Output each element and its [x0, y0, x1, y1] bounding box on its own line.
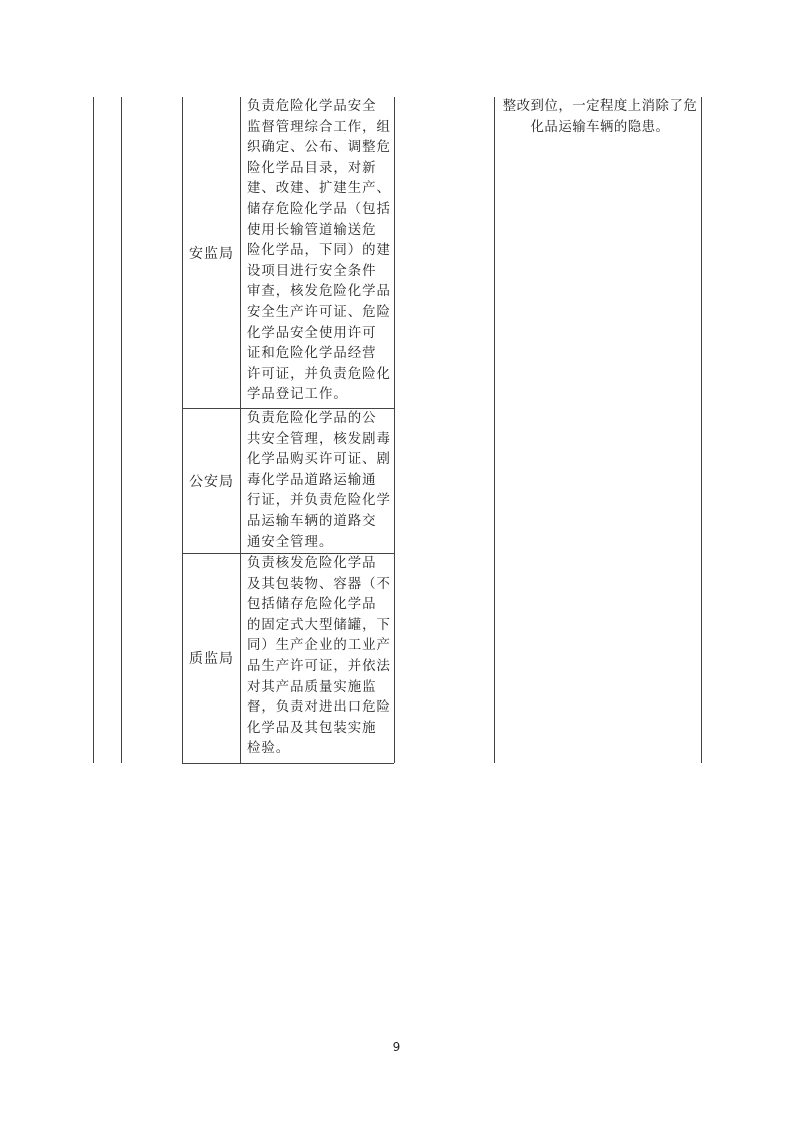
agency-cell: [183, 553, 240, 763]
duty-cell: 负责危险化学品安全 监督管理综合工作，组 织确定、公布、调整危 险化学品目录，对新 建、改建、扩建生产、 储存危险化学品（包括 使用长输管道输送危 险化学品，下同）的建 设项目进行安全条件 审查，核发危险化学品 安全生产许可证、危险 化学品安全使用许可 证和危险化学品经营 许可证，并负责危险化 学品登记工作。: [247, 99, 391, 403]
table-border-left-inner: [121, 97, 122, 763]
table-border-left-outer: [93, 97, 94, 763]
page-number: 9: [392, 1040, 401, 1054]
agency-cell: [183, 97, 240, 408]
duty-cell: 负责核发危险化学品 及其包装物、容器（不 包括储存危险化学品 的固定式大型储罐，下 同）生产企业的工业产 品生产许可证，并依法 对其产品质量实施监 督，负责对进出口危险 化学品及其包装实施 检验。: [247, 556, 391, 757]
agency-name: 质监局: [189, 651, 234, 667]
agency-name: 公安局: [189, 473, 234, 490]
remark-text: 整改到位，一定程度上消除了危 化品运输车辆的隐患。: [502, 99, 698, 135]
table-border-bottom: [182, 763, 394, 764]
table-border-agency-right: [240, 97, 241, 763]
table-border-remark-left: [494, 97, 495, 763]
table-border-right: [701, 97, 702, 763]
agency-cell: [183, 408, 240, 553]
table-border-duty-right: [394, 97, 395, 763]
agency-name: 安监局: [189, 245, 234, 262]
duty-cell: 负责危险化学品的公 共安全管理，核发剧毒 化学品购买许可证、剧 毒化学品道路运输通 行证，并负责危险化学 品运输车辆的道路交 通安全管理。: [247, 411, 391, 550]
